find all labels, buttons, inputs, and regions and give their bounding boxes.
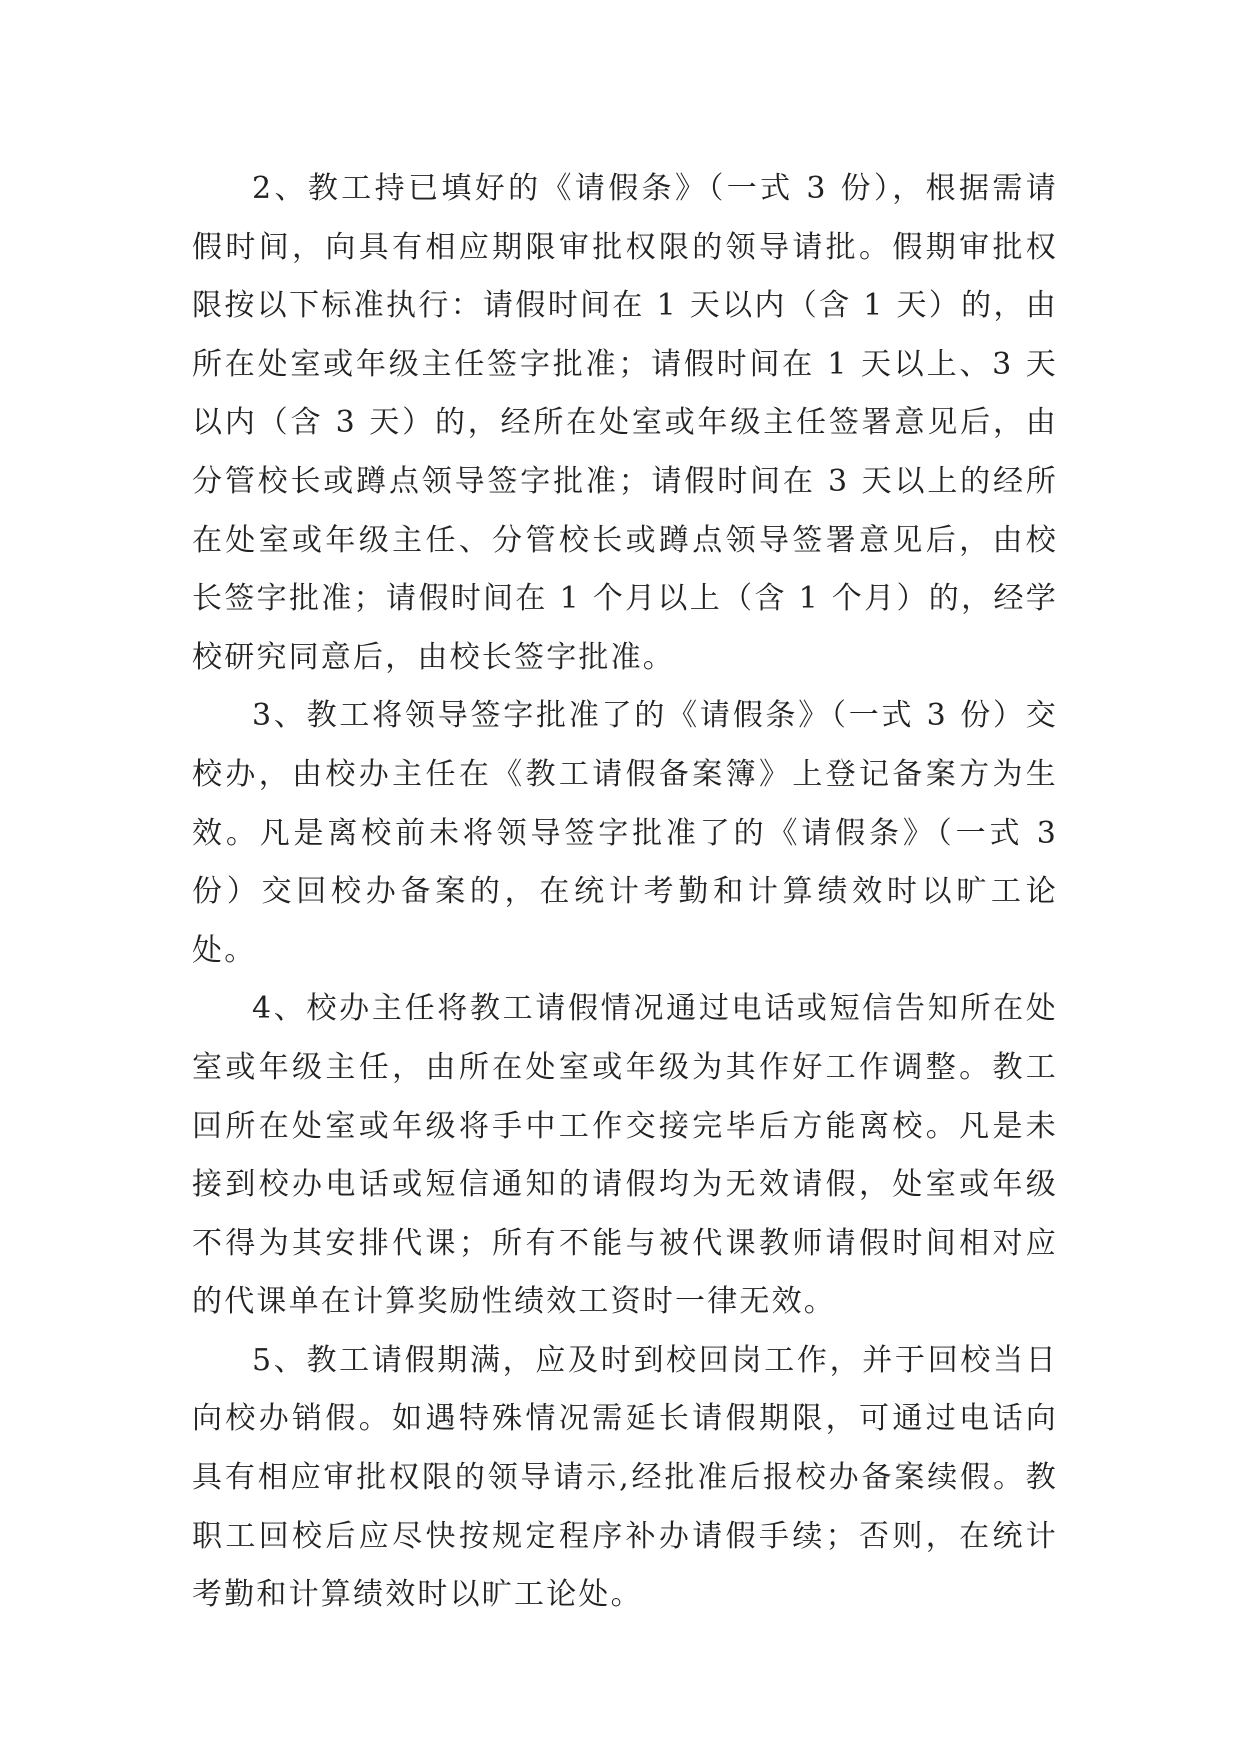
paragraph-item-2: 2、教工持已填好的《请假条》（一式 3 份），根据需请假时间，向具有相应期限审批权限的领导请批。假期审批权限按以下标准执行：请假时间在 1 天以内（含 1 天）的，由所在处室或年级主任签字批准；请假时间在 1 天以上、3 天以内（含 3 天）的，经所在处室或年级主任签署意见后，由分管校长或蹲点领导签字批准；请假时间在 3 天以上的经所在处室或年级主任、分管校长或蹲点领导签署意见后，由校长签字批准；请假时间在 1 个月以上（含 1 个月）的，经学校研究同意后，由校长签字批准。	[192, 171, 1058, 675]
paragraph-item-5: 5、教工请假期满，应及时到校回岗工作，并于回校当日向校办销假。如遇特殊情况需延长请假期限，可通过电话向具有相应审批权限的领导请示,经批准后报校办备案续假。教职工回校后应尽快按规定程序补办请假手续；否则，在统计考勤和计算绩效时以旷工论处。	[192, 1342, 1058, 1613]
document-body	[192, 160, 1058, 1625]
paragraph-item-3: 3、教工将领导签字批准了的《请假条》（一式 3 份）交校办，由校办主任在《教工请假备案簿》上登记备案方为生效。凡是离校前未将领导签字批准了的《请假条》（一式 3 份）交回校办备案的，在统计考勤和计算绩效时以旷工论处。	[192, 698, 1058, 968]
paragraph-item-4: 4、校办主任将教工请假情况通过电话或短信告知所在处室或年级主任，由所在处室或年级为其作好工作调整。教工回所在处室或年级将手中工作交接完毕后方能离校。凡是未接到校办电话或短信通知的请假均为无效请假，处室或年级不得为其安排代课；所有不能与被代课教师请假时间相对应的代课单在计算奖励性绩效工资时一律无效。	[192, 991, 1058, 1320]
